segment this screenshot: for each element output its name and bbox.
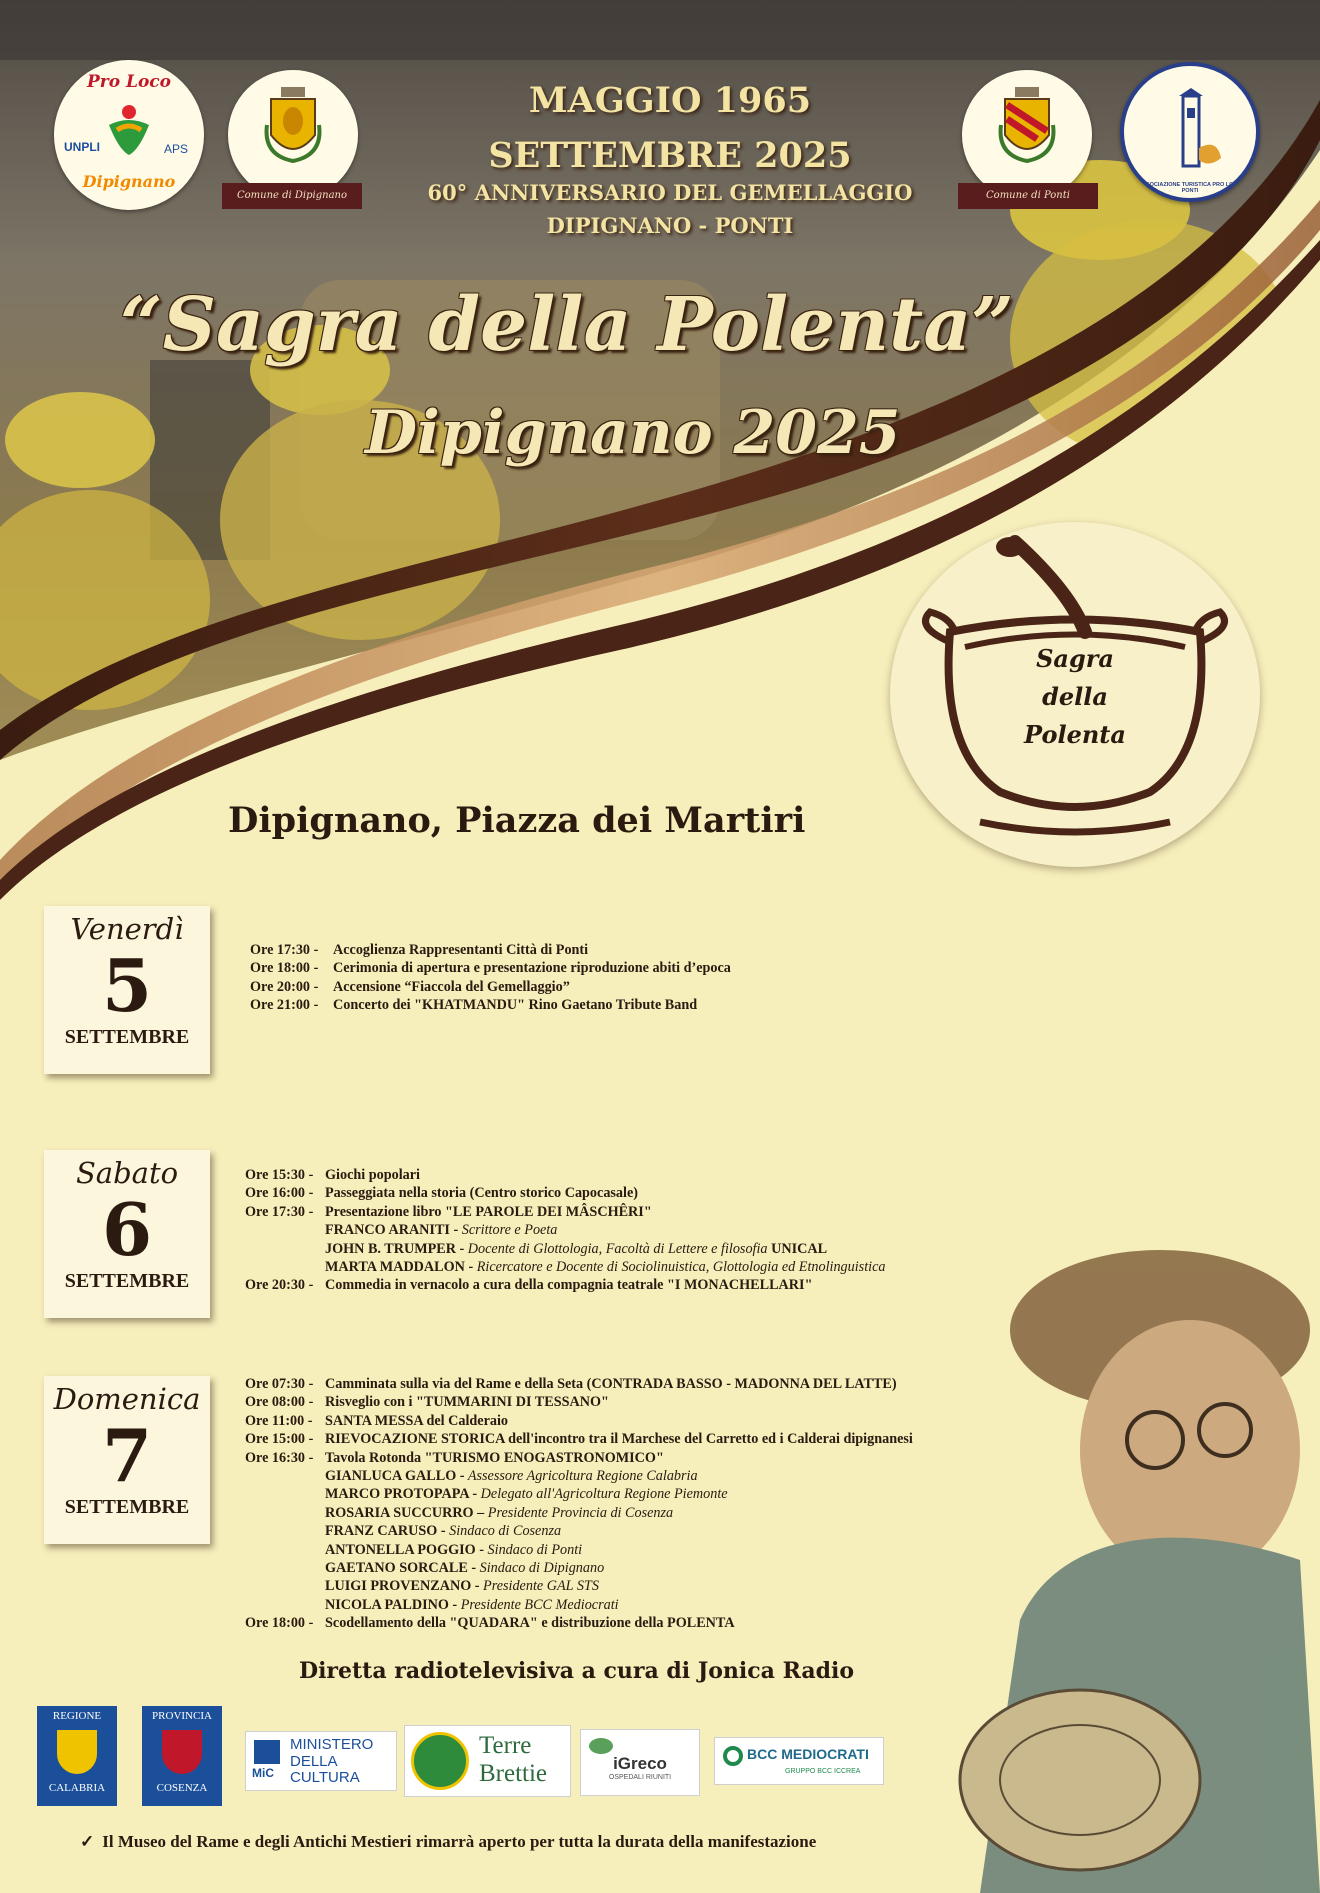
schedule-row: [245, 1614, 913, 1632]
schedule-time: Ore 11:00 -: [245, 1412, 313, 1429]
schedule-time: Ore 20:00 -: [250, 978, 319, 995]
schedule-row: [245, 1412, 913, 1430]
schedule-row: [245, 1559, 913, 1577]
proloco-ponti-logo: [1120, 62, 1260, 202]
proloco-top-text: Pro Loco: [87, 72, 171, 92]
cook-cap: [5, 392, 155, 488]
schedule-row: [245, 1541, 913, 1559]
schedule-row: [245, 1577, 913, 1595]
header-line-2: SETTEMBRE 2025: [488, 135, 852, 176]
day-number: 6: [101, 1187, 153, 1272]
proloco-unpli-text: UNPLI: [64, 140, 100, 154]
schedule-time: Ore 08:00 -: [245, 1394, 314, 1411]
mic-line-3: CULTURA: [290, 1769, 360, 1786]
day-number: 5: [101, 943, 153, 1028]
building-wall: [0, 0, 1320, 60]
schedule-role: Delegato all'Agricoltura Regione Piemonte: [477, 1486, 728, 1503]
schedule-event: ANTONELLA POGGIO -: [325, 1541, 484, 1558]
schedule-row: [245, 1522, 913, 1540]
schedule-event: ROSARIA SUCCURRO –: [325, 1504, 485, 1521]
schedule-row: [245, 1596, 913, 1614]
schedule-event: NICOLA PALDINO -: [325, 1596, 458, 1613]
day-box-sunday: [44, 1376, 210, 1544]
comune-ponti-label: Comune di Ponti: [958, 183, 1098, 209]
schedule-event: Camminata sulla via del Rame e della Seta (CONTRADA BASSO - MADONNA DEL LATTE): [325, 1376, 897, 1392]
schedule-role: Presidente Provincia di Cosenza: [484, 1504, 674, 1521]
schedule-event: Presentazione libro "LE PAROLE DEI MÂSCHÊRI": [325, 1203, 652, 1220]
header-line-1: MAGGIO 1965: [528, 80, 812, 121]
provincia-top-text: PROVINCIA: [152, 1710, 212, 1722]
schedule-role: Sindaco di Cosenza: [445, 1523, 562, 1540]
terre-line-2: Brettie: [479, 1760, 548, 1787]
schedule-row: [245, 1258, 885, 1276]
day-month: SETTEMBRE: [64, 1496, 190, 1518]
broadcast-note: Diretta radiotelevisiva a cura di Jonica Radio: [299, 1658, 855, 1684]
schedule-time: Ore 18:00 -: [250, 960, 319, 977]
title-main: “Sagra della Polenta”: [120, 282, 1014, 368]
schedule-row: [245, 1240, 885, 1258]
schedule-row: [245, 1203, 885, 1221]
schedule-time: Ore 15:00 -: [245, 1431, 314, 1448]
proloco-ponti-ring-text: ASSOCIAZIONE TURISTICA PRO LOCO PONTI: [1138, 182, 1242, 194]
schedule-row: [250, 978, 731, 996]
schedule-event: JOHN B. TRUMPER -: [325, 1240, 465, 1257]
schedule-time: Ore 15:30 -: [245, 1167, 314, 1183]
schedule-event: Accensione “Fiaccola del Gemellaggio”: [333, 978, 570, 995]
schedule-event: Concerto dei "KHATMANDU" Rino Gaetano Tribute Band: [333, 997, 698, 1014]
schedule-time: Ore 17:30 -: [245, 1203, 314, 1220]
tower-icon: [1159, 88, 1223, 178]
schedule-time: Ore 20:30 -: [245, 1277, 314, 1294]
pot-logo: [890, 522, 1260, 867]
pot-text-2: della: [1042, 682, 1108, 711]
schedule-event: Commedia in vernacolo a cura della compagnia teatrale "I MONACHELLARI": [325, 1277, 813, 1294]
comune-ponti-crest: [962, 70, 1092, 200]
schedule-event: Tavola Rotonda "TURISMO ENOGASTRONOMICO": [325, 1449, 664, 1466]
provincia-cosenza-logo: [142, 1706, 222, 1806]
ponti-shield-icon: [997, 85, 1057, 165]
schedule-row: [250, 941, 731, 959]
schedule-sunday: [245, 1375, 913, 1632]
schedule-time: Ore 18:00 -: [245, 1615, 314, 1632]
regione-top-text: REGIONE: [52, 1710, 102, 1722]
schedule-event: MARCO PROTOPAPA -: [325, 1486, 478, 1503]
pot-text-1: Sagra: [1036, 644, 1114, 673]
schedule-row: [245, 1221, 885, 1239]
mic-line-2: DELLA: [290, 1753, 338, 1770]
proloco-dipignano-logo: [54, 60, 204, 210]
regione-bottom-text: CALABRIA: [48, 1782, 106, 1794]
schedule-row: [250, 959, 731, 977]
schedule-role: Presidente BCC Mediocrati: [457, 1596, 619, 1613]
schedule-role: Sindaco di Ponti: [483, 1541, 583, 1558]
igreco-sub: OSPEDALI RIUNITI: [608, 1774, 672, 1781]
day-box-friday: [44, 906, 210, 1074]
bcc-mark-icon: [723, 1746, 743, 1766]
schedule-event: Cerimonia di apertura e presentazione riproduzione abiti d’epoca: [333, 960, 731, 977]
comune-dipignano-crest: [228, 70, 358, 200]
day-name: Domenica: [53, 1382, 201, 1416]
provincia-bottom-text: COSENZA: [156, 1782, 208, 1794]
schedule-event: Accoglienza Rappresentanti Città di Ponti: [333, 942, 589, 958]
schedule-row: [245, 1184, 885, 1202]
schedule-event: Passeggiata nella storia (Centro storico Capocasale): [325, 1185, 638, 1202]
schedule-tail: UNICAL: [767, 1240, 828, 1257]
schedule-event: LUIGI PROVENZANO -: [325, 1578, 480, 1595]
provincia-shield-icon: [162, 1730, 202, 1774]
schedule-row: [245, 1375, 913, 1393]
igreco-logo: [580, 1729, 700, 1796]
ministero-cultura-logo: [245, 1731, 397, 1791]
schedule-role: Scrittore e Poeta: [458, 1222, 558, 1239]
footer-note-text: Il Museo del Rame e degli Antichi Mestieri rimarrà aperto per tutta la durata della manifestazione: [102, 1832, 817, 1851]
day-box-saturday: [44, 1150, 210, 1318]
mic-line-1: MINISTERO: [290, 1736, 374, 1753]
day-number: 7: [101, 1413, 153, 1498]
schedule-friday: [250, 941, 731, 1015]
schedule-event: RIEVOCAZIONE STORICA dell'incontro tra il Marchese del Carretto ed i Calderai dipignanesi: [325, 1431, 913, 1448]
day-month: SETTEMBRE: [64, 1026, 190, 1048]
check-icon: ✓: [80, 1832, 95, 1851]
schedule-row: [245, 1393, 913, 1411]
regione-shield-icon: [57, 1730, 97, 1774]
schedule-row: [245, 1276, 885, 1294]
schedule-role: Assessore Agricoltura Regione Calabria: [464, 1467, 698, 1484]
pot-text-3: Polenta: [1024, 720, 1126, 749]
footer-note: [80, 1832, 980, 1852]
schedule-event: SANTA MESSA del Calderaio: [325, 1412, 509, 1429]
schedule-time: Ore 16:30 -: [245, 1449, 314, 1466]
proloco-bottom-text: Dipignano: [82, 172, 176, 191]
schedule-role: Ricercatore e Docente di Sociolinuistica, Glottologia ed Etnolinguistica: [473, 1258, 886, 1275]
dipignano-shield-icon: [263, 85, 323, 165]
comune-dipignano-label: Comune di Dipignano: [222, 183, 362, 209]
mic-icon: [254, 1740, 280, 1764]
proloco-aps-text: APS: [164, 142, 189, 156]
day-name: Venerdì: [70, 912, 184, 946]
schedule-event: MARTA MADDALON -: [325, 1258, 474, 1275]
schedule-role: Presidente GAL STS: [479, 1578, 599, 1595]
schedule-row: [245, 1166, 885, 1184]
schedule-time: Ore 17:30 -: [250, 942, 319, 958]
schedule-event: Giochi popolari: [325, 1167, 420, 1183]
igreco-name: iGreco: [613, 1754, 667, 1773]
schedule-row: [250, 996, 731, 1014]
schedule-event: Scodellamento della "QUADARA" e distribuzione della POLENTA: [325, 1615, 735, 1632]
gal-circle-icon: [411, 1732, 469, 1790]
regione-calabria-logo: [37, 1706, 117, 1806]
day-name: Sabato: [75, 1156, 179, 1190]
schedule-row: [245, 1449, 913, 1467]
header-line-4: DIPIGNANO - PONTI: [546, 213, 794, 238]
schedule-row: [245, 1504, 913, 1522]
schedule-row: [245, 1485, 913, 1503]
schedule-event: FRANZ CARUSO -: [325, 1523, 446, 1540]
schedule-event: Risveglio con i "TUMMARINI DI TESSANO": [325, 1394, 609, 1411]
schedule-saturday: [245, 1166, 885, 1295]
location-heading: Dipignano, Piazza dei Martiri: [228, 800, 806, 841]
bcc-mediocrati-logo: [714, 1737, 884, 1785]
schedule-time: Ore 21:00 -: [250, 997, 319, 1014]
header-line-3: 60° ANNIVERSARIO DEL GEMELLAGGIO: [427, 180, 913, 205]
terre-brettie-logo: [404, 1725, 571, 1797]
mic-abbr: MiC: [252, 1766, 274, 1780]
schedule-role: Sindaco di Dipignano: [476, 1559, 605, 1576]
bcc-name: BCC MEDIOCRATI: [747, 1746, 869, 1762]
schedule-role: Docente di Glottologia, Facoltà di Lettere e filosofia: [464, 1240, 768, 1257]
schedule-event: FRANCO ARANITI -: [325, 1222, 459, 1239]
schedule-time: Ore 16:00 -: [245, 1185, 314, 1202]
title-sub: Dipignano 2025: [365, 398, 901, 468]
proloco-figure-icon: [99, 100, 159, 160]
igreco-mark-icon: [589, 1738, 613, 1754]
day-month: SETTEMBRE: [64, 1270, 190, 1292]
schedule-event: GIANLUCA GALLO -: [325, 1467, 465, 1484]
schedule-row: [245, 1467, 913, 1485]
schedule-row: [245, 1430, 913, 1448]
bcc-sub: GRUPPO BCC ICCREA: [785, 1768, 861, 1775]
schedule-event: GAETANO SORCALE -: [325, 1559, 477, 1576]
schedule-time: Ore 07:30 -: [245, 1376, 314, 1392]
terre-line-1: Terre: [479, 1732, 532, 1759]
